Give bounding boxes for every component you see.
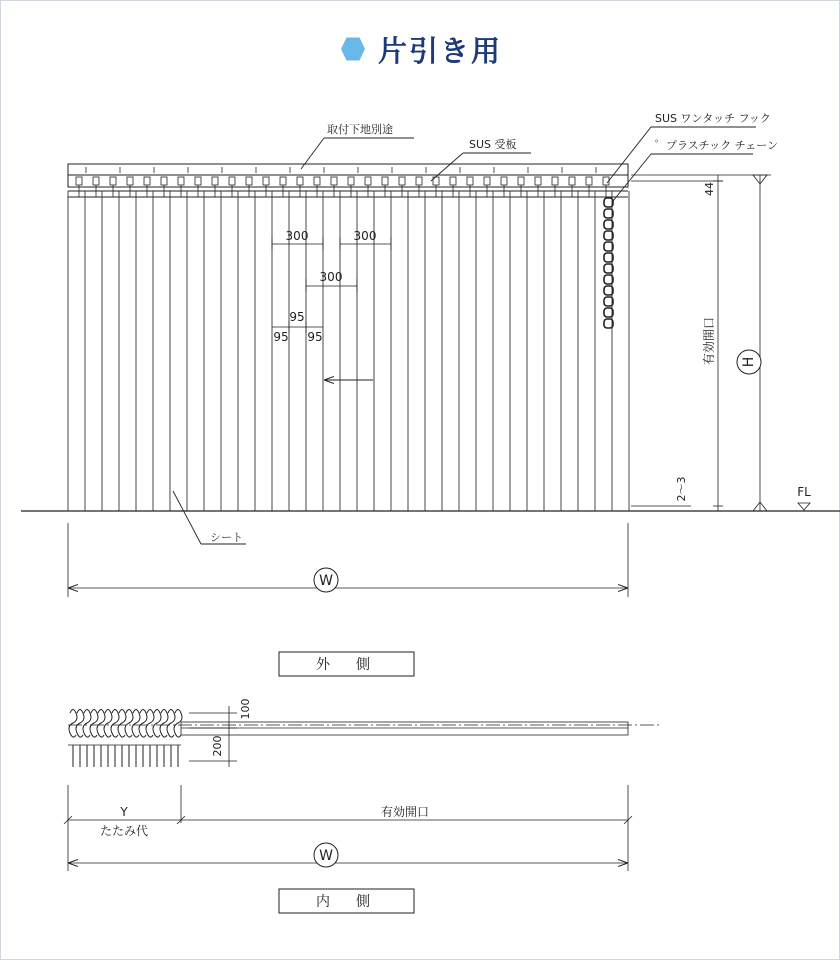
callout-mount-label: 取付下地別途 (327, 123, 393, 136)
hook-mark (484, 177, 490, 185)
dim-floor-gap: 2～3 (675, 476, 688, 502)
dim-depth-a: 100 (239, 698, 252, 720)
floor-level-label: FL (797, 485, 811, 499)
hook-mark (569, 177, 575, 185)
plan-view (64, 699, 661, 914)
folded-strip (90, 710, 98, 738)
height-symbol-label: H (741, 356, 757, 368)
folded-strip (69, 710, 77, 738)
callout-receiver-label: SUS 受板 (469, 138, 517, 151)
hook-mark (127, 177, 133, 185)
width-symbol-top-label: W (319, 573, 333, 589)
hook-mark (212, 177, 218, 185)
callout-hook-label: SUS ワンタッチ フック (655, 112, 771, 125)
width-dim-top (68, 523, 628, 597)
hook-mark (93, 177, 99, 185)
dim-stack-symbol: Y (120, 805, 128, 819)
width-symbol-top (314, 568, 338, 592)
folded-strip (153, 710, 161, 738)
plan-rail (68, 722, 661, 735)
height-dims (631, 175, 810, 511)
hook-row (76, 167, 609, 197)
folded-strip (132, 710, 140, 738)
folded-strip (111, 710, 119, 738)
hook-mark (399, 177, 405, 185)
callout-receiver (431, 153, 531, 181)
folded-strip (160, 710, 168, 738)
hook-mark (331, 177, 337, 185)
dim-overlap-left: 95 (273, 330, 289, 344)
hook-mark (195, 177, 201, 185)
folded-strip (104, 710, 112, 738)
callout-chain-label: ゜プラスチック チェーン (655, 139, 779, 152)
plan-width-dims (64, 785, 632, 871)
technical-drawing (1, 1, 840, 961)
folded-strip (139, 710, 147, 738)
folded-strip (83, 710, 91, 738)
dim-plan-opening-label: 有効開口 (380, 805, 430, 819)
hook-mark (552, 177, 558, 185)
dim-top-clearance: 44 (703, 182, 716, 196)
hook-mark (229, 177, 235, 185)
folded-strip (146, 710, 154, 738)
hook-mark (144, 177, 150, 185)
hook-mark (178, 177, 184, 185)
dim-pitch-c: 300 (319, 270, 343, 284)
folded-strip (97, 710, 105, 738)
dim-pitch-a: 300 (285, 229, 309, 243)
width-symbol-bottom (314, 843, 338, 867)
hook-mark (416, 177, 422, 185)
caption-inside: 内 側 (316, 894, 376, 910)
hook-mark (586, 177, 592, 185)
dim-stack-label: たたみ代 (99, 824, 149, 838)
page-title: 片引き用 (377, 33, 502, 68)
hook-mark (280, 177, 286, 185)
dim-depth-b: 200 (211, 735, 224, 757)
hook-mark (110, 177, 116, 185)
width-symbol-bottom-label: W (319, 848, 333, 864)
height-symbol (737, 350, 761, 374)
hook-mark (76, 177, 82, 185)
hook-mark (501, 177, 507, 185)
callout-chain (613, 154, 753, 201)
caption-outside: 外 側 (316, 657, 376, 673)
hook-mark (382, 177, 388, 185)
dim-opening-label: 有効開口 (702, 316, 716, 366)
hook-mark (365, 177, 371, 185)
folded-strip (167, 710, 175, 738)
hook-mark (314, 177, 320, 185)
front-view (21, 112, 840, 676)
folded-strip (118, 710, 126, 738)
hook-mark (348, 177, 354, 185)
dim-overlap-right: 95 (307, 330, 323, 344)
callout-sheet-label: シート (210, 531, 243, 544)
folded-strip (125, 710, 133, 738)
folded-strip-stack (68, 710, 182, 768)
hook-mark (161, 177, 167, 185)
hook-mark (246, 177, 252, 185)
curtain-strips (68, 191, 629, 511)
hook-mark (263, 177, 269, 185)
hook-mark (297, 177, 303, 185)
folded-strip (76, 710, 84, 738)
dim-overlap: 95 (289, 310, 305, 324)
hook-mark (467, 177, 473, 185)
dim-pitch-b: 300 (353, 229, 377, 243)
hook-mark (518, 177, 524, 185)
hook-mark (535, 177, 541, 185)
hook-mark (450, 177, 456, 185)
